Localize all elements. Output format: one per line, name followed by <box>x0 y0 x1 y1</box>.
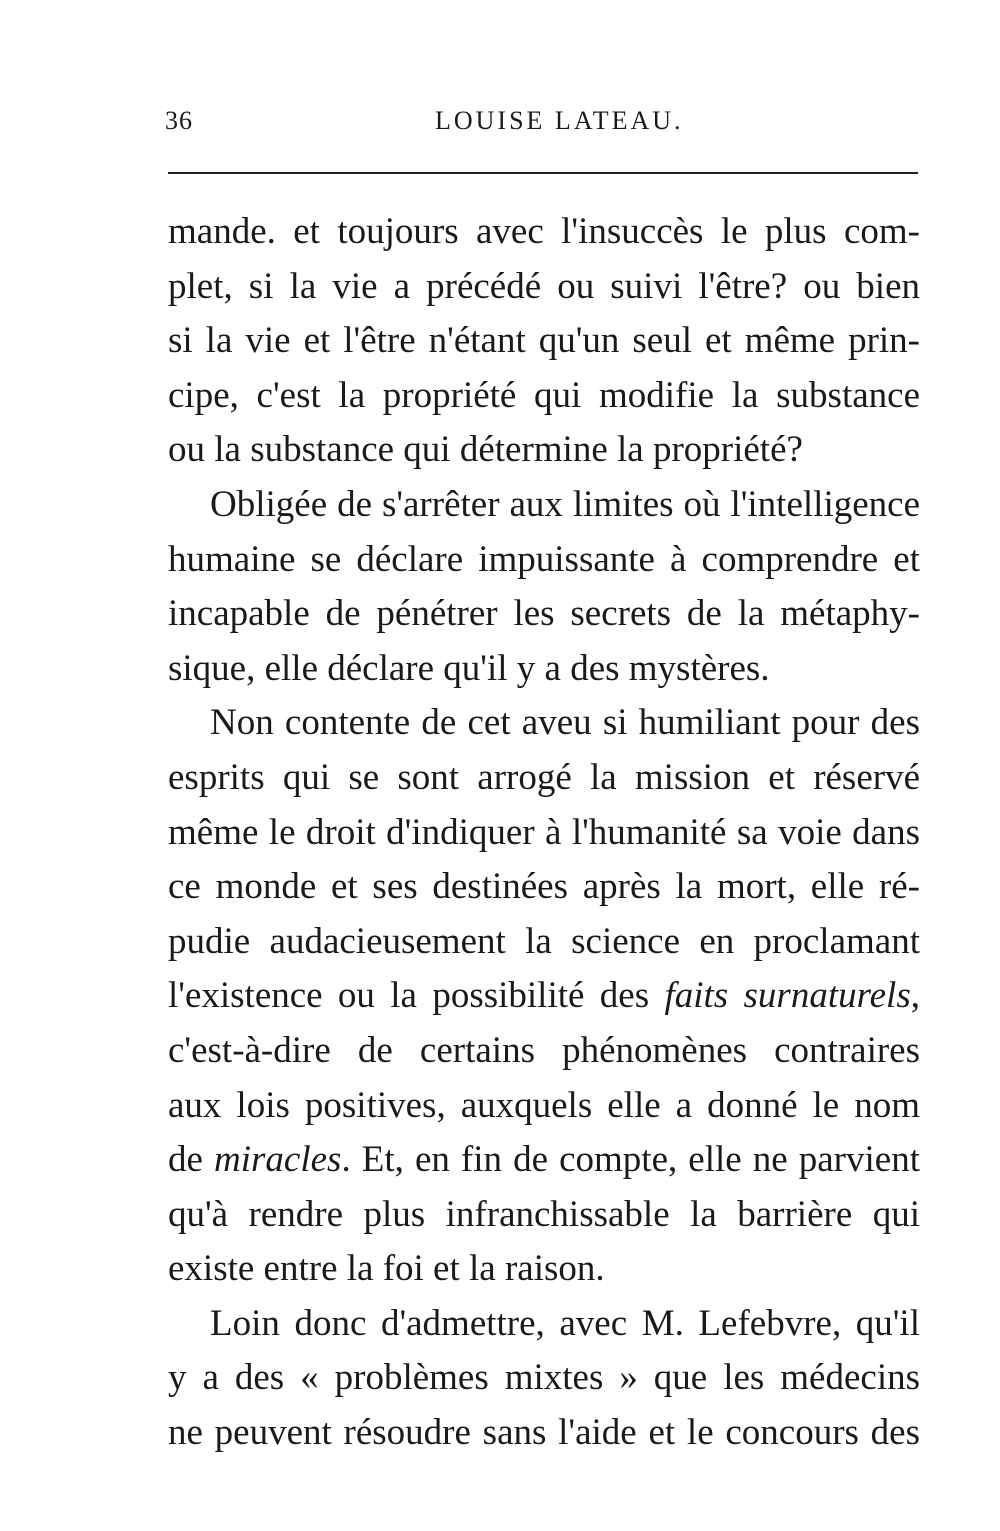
text-line: ce monde et ses destinées après la mort, elle ré- <box>168 866 920 908</box>
paragraph-1 <box>168 205 920 478</box>
text-run: l'existence ou la possibilité des <box>168 975 665 1017</box>
text-line: incapable de pénétrer les secrets de la métaphy- <box>168 593 920 635</box>
text-line-with-italic <box>168 1133 920 1188</box>
text-run: de <box>168 1139 214 1181</box>
paragraph-2 <box>168 478 920 696</box>
text-line: c'est-à-dire de certains phénomènes contraires <box>168 1029 920 1071</box>
text-line: cipe, c'est la propriété qui modifie la substance <box>168 374 920 416</box>
text-run: , <box>910 975 920 1017</box>
text-line: pudie audacieusement la science en proclamant <box>168 920 920 962</box>
text-line: si la vie et l'être n'étant qu'un seul et même prin- <box>168 320 920 362</box>
paragraph-3 <box>168 696 920 1297</box>
text-line: ou la substance qui détermine la propriété? <box>168 429 803 471</box>
header-rule <box>168 172 918 174</box>
text-line: qu'à rendre plus infranchissable la barrière qui <box>168 1193 920 1235</box>
text-run: . Et, en fin de compte, elle ne parvient <box>341 1139 920 1181</box>
text-line: y a des « problèmes mixtes » que les médecins <box>168 1357 920 1399</box>
text-line: humaine se déclare impuissante à comprendre et <box>168 538 920 580</box>
text-line: mande. et toujours avec l'insuccès le plus com- <box>168 211 920 252</box>
text-line-with-italic <box>168 969 920 1024</box>
body-text <box>168 205 920 1461</box>
text-line: Non contente de cet aveu si humiliant pour des <box>210 702 920 744</box>
text-line: plet, si la vie a précédé ou suivi l'être? ou bien <box>168 265 920 307</box>
text-line: aux lois positives, auxquels elle a donné le nom <box>168 1084 920 1126</box>
text-line: même le droit d'indiquer à l'humanité sa voie dans <box>168 811 920 853</box>
italic-term: faits surnaturels <box>664 975 911 1017</box>
text-line: Obligée de s'arrêter aux limites où l'intelligence <box>210 483 920 525</box>
running-head: LOUISE LATEAU. <box>435 106 684 135</box>
page-header <box>165 106 920 146</box>
paragraph-4 <box>168 1297 920 1461</box>
text-line: existe entre la foi et la raison. <box>168 1248 605 1290</box>
text-line: ne peuvent résoudre sans l'aide et le concours des <box>168 1412 920 1454</box>
text-line: sique, elle déclare qu'il y a des mystères. <box>168 647 770 689</box>
page-number: 36 <box>165 106 193 135</box>
italic-term: miracles <box>214 1139 342 1181</box>
text-line: Loin donc d'admettre, avec M. Lefebvre, qu'il <box>210 1302 920 1344</box>
text-line: esprits qui se sont arrogé la mission et réservé <box>168 756 920 798</box>
